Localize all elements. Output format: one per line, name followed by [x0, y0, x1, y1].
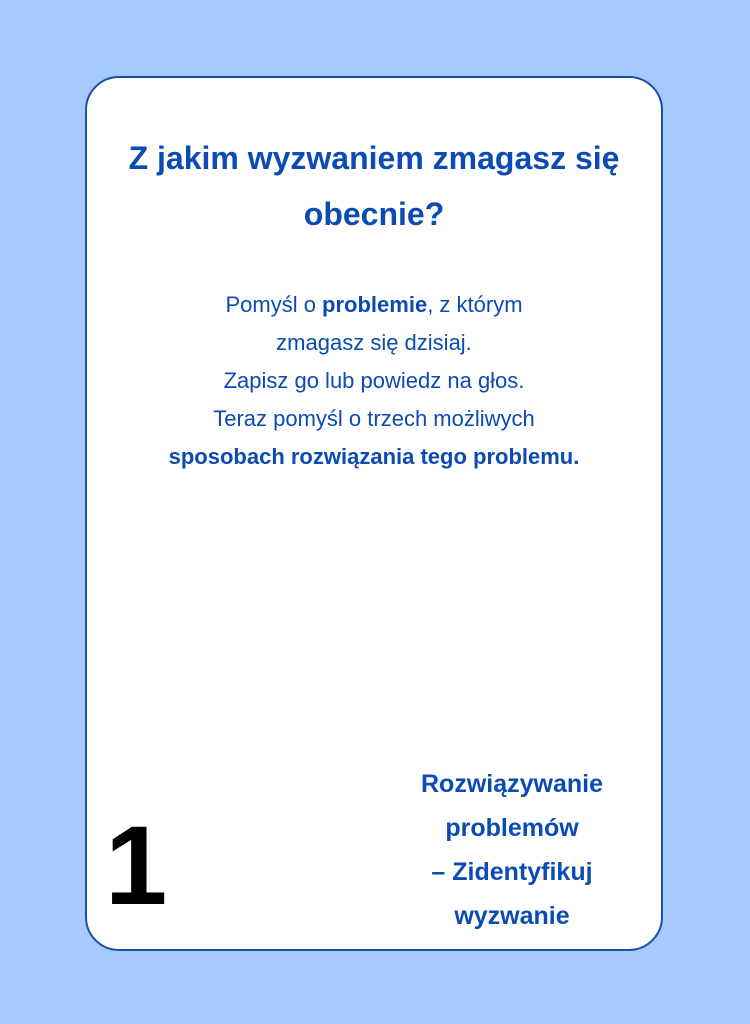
instruction-line-1-prefix: Pomyśl o: [225, 292, 323, 317]
card-instructions: [117, 286, 631, 476]
instruction-solution-emphasis: sposobach rozwiązania tego problemu.: [168, 444, 580, 469]
category-line-1: Rozwiązywanie: [421, 770, 603, 798]
challenge-card: [85, 76, 663, 951]
instruction-problem-emphasis: problemie: [322, 292, 428, 317]
instruction-line-1-suffix: , z którym: [427, 292, 523, 317]
card-number: 1: [105, 803, 168, 928]
category-line-4: wyzwanie: [454, 902, 570, 930]
card-category: [369, 762, 655, 938]
instruction-line-4: Teraz pomyśl o trzech możliwych: [213, 406, 535, 431]
category-line-3: – Zidentyfikuj: [431, 858, 593, 886]
instruction-line-2: zmagasz się dzisiaj.: [276, 330, 472, 355]
instruction-line-1: [117, 286, 631, 324]
card-title: Z jakim wyzwaniem zmagasz się obecnie?: [128, 140, 620, 232]
category-line-2: problemów: [445, 814, 579, 842]
instruction-line-3: Zapisz go lub powiedz na głos.: [223, 368, 525, 393]
